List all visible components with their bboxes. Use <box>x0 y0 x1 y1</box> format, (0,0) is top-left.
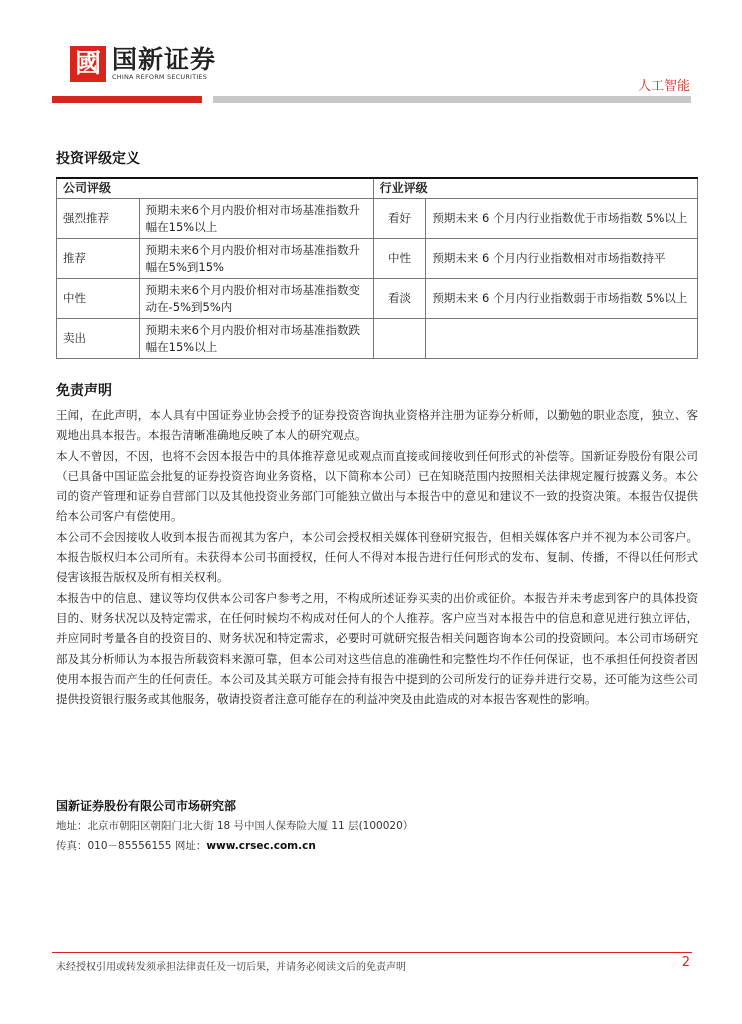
logo-text <box>112 46 216 82</box>
company-name: 国新证券股份有限公司市场研究部 <box>56 799 237 813</box>
industry-rating: 看淡 <box>373 279 426 319</box>
disclaimer-title: 免责声明 <box>56 383 112 399</box>
company-rating-header: 公司评级 <box>57 178 374 199</box>
table-row <box>57 239 698 279</box>
industry-rating: 中性 <box>373 239 426 279</box>
rating-section-title: 投资评级定义 <box>56 151 140 167</box>
table-header-row <box>57 178 698 199</box>
page-number: 2 <box>681 955 690 970</box>
company-rating: 推荐 <box>57 239 140 279</box>
company-rating: 卖出 <box>57 319 140 359</box>
disclaimer-paragraph: 本报告中的信息、建议等均仅供本公司客户参考之用，不构成所述证券买卖的出价或征价。本报告并未考虑到客户的具体投资目的、财务状况以及特定需求，在任何时候均不构成对任何人的个人推荐。客户应当对本报告中的信息和意见进行独立评估，并应同时考量各自的投资目的、财务状况和特定需求，必要时可就研究报告相关问题咨询本公司的投资顾问。本公司市场研究部及其分析师认为本报告所载资料来源可靠，但本公司对这些信息的准确性和完整性均不作任何保证，也不承担任何投资者因使用本报告而产生的任何责任。本公司及其关联方可能会持有报告中提到的公司所发行的证券并进行交易，还可能为这些公司提供投资银行服务或其他服务，敬请投资者注意可能存在的利益冲突及由此造成的对本报告客观性的影响。 <box>56 590 698 707</box>
industry-rating-desc <box>426 319 698 359</box>
disclaimer-body <box>56 405 698 709</box>
logo-name-en: CHINA REFORM SECURITIES <box>112 73 208 81</box>
company-rating: 中性 <box>57 279 140 319</box>
rating-definition-table <box>56 177 698 359</box>
footer-note: 未经授权引用或转发须承担法律责任及一切后果，并请务必阅读文后的免责声明 <box>56 962 406 973</box>
company-fax <box>56 838 316 853</box>
disclaimer-paragraph: 本人不曾因，不因，也将不会因本报告中的具体推荐意见或观点而直接或间接收到任何形式的补偿等。国新证券股份有限公司（已具备中国证监会批复的证券投资咨询业务资格，以下简称本公司）已在知晓范围内按照相关法律规定履行披露义务。本公司的资产管理和证券自营部门以及其他投资业务部门可能独立做出与本报告中的意见和建议不一致的投资决策。本报告仅提供给本公司客户有偿使用。 <box>56 448 698 524</box>
industry-rating <box>373 319 426 359</box>
header-bar-gray <box>213 96 691 103</box>
header-bar-red <box>52 96 202 103</box>
company-rating-desc: 预期未来6个月内股价相对市场基准指数升幅在15%以上 <box>139 199 373 239</box>
company-rating-desc: 预期未来6个月内股价相对市场基准指数跌幅在15%以上 <box>139 319 373 359</box>
logo-name-cn: 国新证券 <box>112 45 217 74</box>
company-address: 地址：北京市朝阳区朝阳门北大街 18 号中国人保寿险大厦 11 层(100020） <box>56 820 414 832</box>
report-category: 人工智能 <box>637 79 690 94</box>
industry-rating-desc: 预期未来 6 个月内行业指数弱于市场指数 5%以上 <box>426 279 698 319</box>
company-rating: 强烈推荐 <box>57 199 140 239</box>
company-rating-desc: 预期未来6个月内股价相对市场基准指数变动在-5%到5%内 <box>139 279 373 319</box>
table-row <box>57 279 698 319</box>
company-rating-desc: 预期未来6个月内股价相对市场基准指数升幅在5%到15% <box>139 239 373 279</box>
industry-rating: 看好 <box>373 199 426 239</box>
website-link[interactable]: www.crsec.com.cn <box>206 840 316 852</box>
disclaimer-paragraph: 本公司不会因接收人收到本报告而视其为客户，本公司会授权相关媒体刊登研究报告，但相关媒体客户并不视为本公司客户。本报告版权归本公司所有。未获得本公司书面授权，任何人不得对本报告进行任何形式的发布、复制、传播，不得以任何形式侵害该报告版权及所有相关权利。 <box>56 529 698 585</box>
logo-mark: 國 <box>70 46 106 82</box>
brand-logo <box>70 46 216 82</box>
industry-rating-desc: 预期未来 6 个月内行业指数相对市场指数持平 <box>426 239 698 279</box>
disclaimer-paragraph: 王闻，在此声明，本人具有中国证券业协会授予的证券投资咨询执业资格并注册为证券分析师，以勤勉的职业态度，独立、客观地出具本报告。本报告清晰准确地反映了本人的研究观点。 <box>56 408 698 443</box>
industry-rating-header: 行业评级 <box>373 178 697 199</box>
table-row <box>57 319 698 359</box>
footer-divider <box>52 952 692 953</box>
industry-rating-desc: 预期未来 6 个月内行业指数优于市场指数 5%以上 <box>426 199 698 239</box>
fax-label: 传真：010－85556155 网址： <box>56 840 207 852</box>
table-row <box>57 199 698 239</box>
